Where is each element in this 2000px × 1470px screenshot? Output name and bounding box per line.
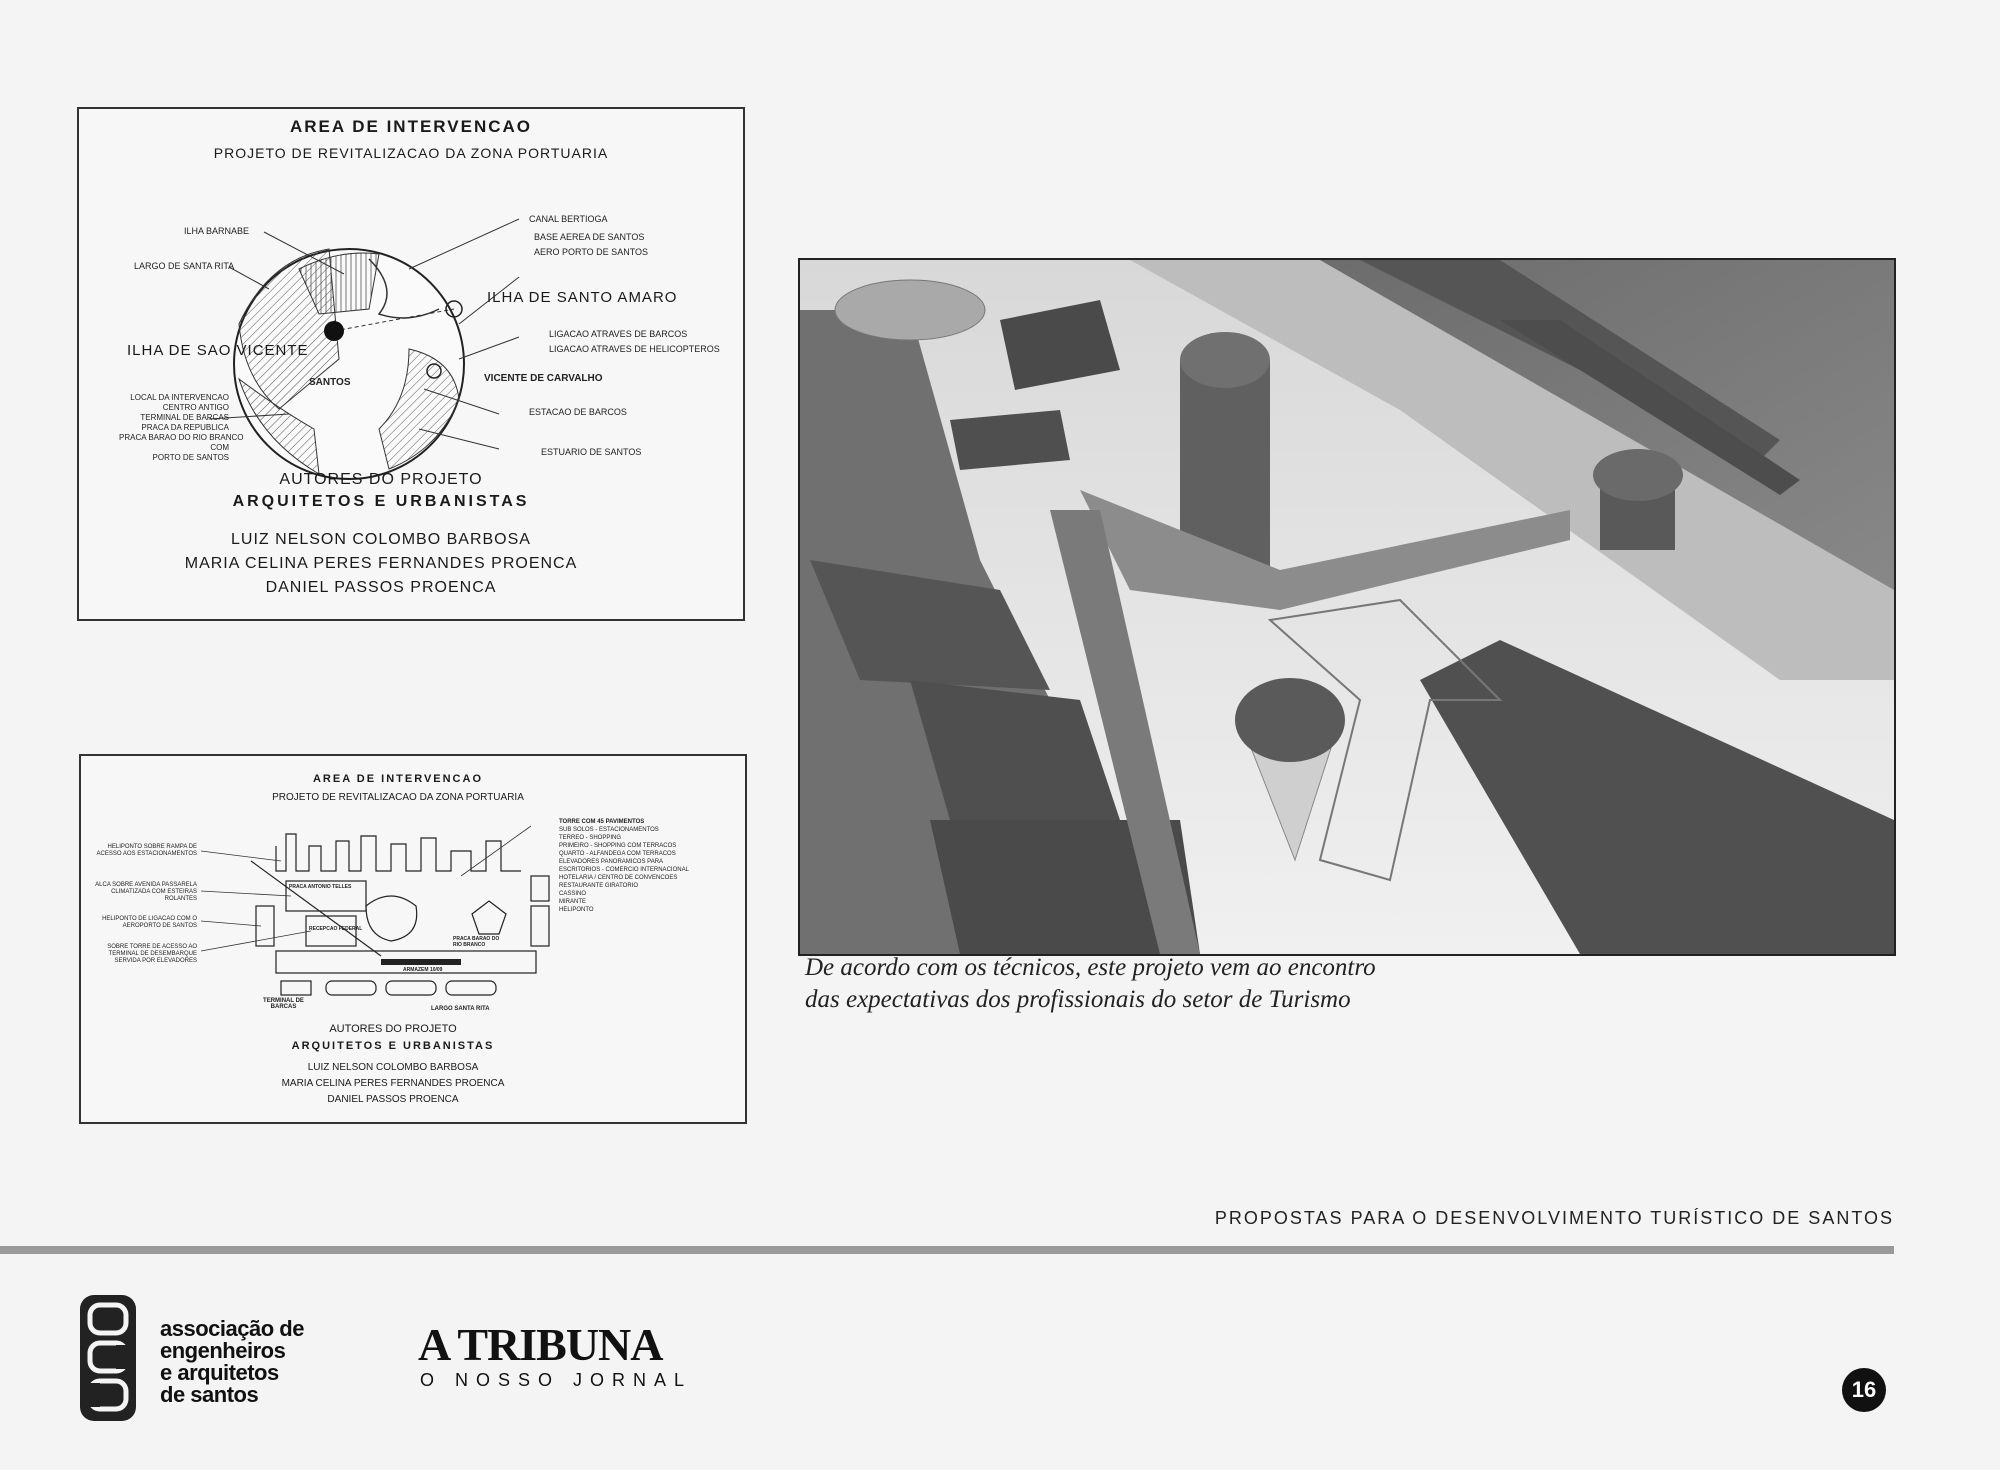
plan-subtitle: PROJETO DE REVITALIZACAO DA ZONA PORTUARIA	[213, 145, 609, 161]
authors-role: ARQUITETOS E URBANISTAS	[232, 493, 530, 510]
tower-note: PRIMEIRO - SHOPPING COM TERRACOS	[559, 843, 677, 849]
tower-note: TORRE COM 45 PAVIMENTOS	[559, 819, 645, 825]
label-terminal-barcas: TERMINAL DE BARCAS	[263, 998, 304, 1010]
label-base-aerea: BASE AEREA DE SANTOS	[534, 232, 645, 242]
label-santos: SANTOS	[309, 377, 351, 388]
label-praca-barao: PRACA BARAO DO RIO BRANCO	[453, 936, 500, 948]
note-alca-avenida: ALCA SOBRE AVENIDA PASSARELA CLIMATIZADA COM ESTEIRAS ROLANTES	[95, 882, 197, 902]
footer-section-title: PROPOSTAS PARA O DESENVOLVIMENTO TURÍSTICO DE SANTOS	[1214, 1208, 1894, 1228]
label-armazem: ARMAZEM 10/09	[403, 967, 443, 973]
aea-line: e arquitetos	[160, 1360, 279, 1385]
terminal-block	[281, 981, 311, 995]
tower-note: MIRANTE	[559, 899, 586, 905]
pentagon-plaza	[472, 901, 506, 934]
label-ilha-barnabe: ILHA BARNABE	[184, 226, 250, 236]
caption-line: De acordo com os técnicos, este projeto vem ao encontro	[805, 954, 1376, 981]
tower-note: TERREO - SHOPPING	[559, 835, 622, 841]
tower-note: ELEVADORES PANORAMICOS PARA	[559, 859, 664, 865]
aea-line: de santos	[160, 1382, 259, 1407]
tribuna-tagline: O NOSSO JORNAL	[420, 1370, 693, 1390]
armazem-bar	[381, 959, 461, 965]
tribuna-logo: A TRIBUNA	[418, 1319, 663, 1370]
tower-note: ESCRITORIOS - COMERCIO INTERNACIONAL	[559, 867, 689, 873]
project-render-image	[798, 258, 1896, 956]
author-name: DANIEL PASSOS PROENCA	[265, 579, 497, 596]
local-line: COM	[210, 443, 229, 452]
local-line: PRACA BARAO DO RIO BRANCO	[119, 433, 244, 442]
ferry-shape	[326, 981, 376, 995]
ferry-shape	[446, 981, 496, 995]
tower-note: RESTAURANTE GIRATORIO	[559, 883, 639, 889]
label-praca-antonio: PRACA ANTONIO TELLES	[289, 884, 352, 890]
author-name: LUIZ NELSON COLOMBO BARBOSA	[231, 531, 531, 548]
authors-role: ARQUITETOS E URBANISTAS	[291, 1040, 495, 1052]
image-caption	[805, 952, 1565, 1016]
tower-note: CASSINO	[559, 891, 587, 897]
plan-title: AREA DE INTERVENCAO	[289, 117, 533, 136]
page-number: 16	[1842, 1368, 1886, 1412]
label-ligacao-barcos: LIGACAO ATRAVES DE BARCOS	[549, 329, 688, 339]
aea-line: engenheiros	[160, 1338, 286, 1363]
floor-plan-panel	[79, 754, 747, 1124]
label-ligacao-helicopteros: LIGACAO ATRAVES DE HELICOPTEROS	[549, 344, 720, 354]
tower-top	[1180, 332, 1270, 388]
wall-block	[531, 876, 549, 901]
author-name: MARIA CELINA PERES FERNANDES PROENCA	[281, 1078, 505, 1089]
plan-subtitle: PROJETO DE REVITALIZACAO DA ZONA PORTUARIA	[272, 792, 524, 803]
aea-logo	[80, 1295, 136, 1421]
ramp-line	[251, 861, 381, 956]
aea-name	[160, 1318, 304, 1406]
authors-heading: AUTORES DO PROJETO	[329, 1023, 457, 1035]
note-heliponto-rampa: HELIPONTO SOBRE RAMPA DE ACESSO AOS ESTACIONAMENTOS	[96, 844, 197, 857]
label-estacao-barcos: ESTACAO DE BARCOS	[529, 407, 627, 417]
tower-note: HOTELARIA / CENTRO DE CONVENCOES	[559, 875, 678, 881]
author-name: DANIEL PASSOS PROENCA	[327, 1094, 459, 1105]
local-line: PORTO DE SANTOS	[152, 453, 229, 462]
label-aero-porto: AERO PORTO DE SANTOS	[534, 247, 649, 257]
label-vicente-carvalho: VICENTE DE CARVALHO	[484, 373, 603, 384]
aea-line: associação de	[160, 1316, 304, 1341]
ferry-shape	[386, 981, 436, 995]
tower-note: SUB SOLOS - ESTACIONAMENTOS	[559, 827, 659, 833]
author-name: MARIA CELINA PERES FERNANDES PROENCA	[184, 555, 578, 572]
label-local-intervencao	[119, 393, 244, 463]
round-building-top	[1593, 449, 1683, 501]
building-top	[950, 410, 1070, 470]
note-heliponto-aeroporto: HELIPONTO DE LIGACAO COM O AEROPORTO DE SANTOS	[102, 916, 197, 929]
aea-logo-mark	[80, 1295, 136, 1421]
label-largo-santa-rita: LARGO SANTA RITA	[431, 1006, 490, 1012]
wall-block	[531, 906, 549, 946]
footer-divider	[0, 1246, 1894, 1254]
label-ilha-santo-amaro: ILHA DE SANTO AMARO	[487, 289, 678, 306]
santos-point	[324, 321, 344, 341]
top-plaza	[835, 280, 985, 340]
local-line: PRACA DA REPUBLICA	[141, 423, 229, 432]
plan-title: AREA DE INTERVENCAO	[312, 773, 484, 785]
authors-heading: AUTORES DO PROJETO	[279, 471, 483, 488]
author-name: LUIZ NELSON COLOMBO BARBOSA	[307, 1062, 479, 1073]
tower-note: QUARTO - ALFANDEGA COM TERRACOS	[559, 851, 676, 857]
label-estuario: ESTUARIO DE SANTOS	[541, 447, 642, 457]
note-torre-acesso: SOBRE TORRE DE ACESSO AO TERMINAL DE DESEMBARQUE SERVIDA POR ELEVADORES	[107, 944, 197, 964]
tower-ring	[366, 896, 417, 941]
local-line: TERMINAL DE BARCAS	[140, 413, 229, 422]
local-line: CENTRO ANTIGO	[162, 403, 229, 412]
tower-note: HELIPONTO	[559, 907, 594, 913]
cone-top	[1235, 678, 1345, 762]
site-plan-panel	[77, 107, 745, 621]
label-canal: CANAL BERTIOGA	[529, 214, 608, 224]
label-largo-santa-rita: LARGO DE SANTA RITA	[134, 261, 235, 271]
building-skyline	[276, 834, 521, 871]
caption-line: das expectativas dos profissionais do setor de Turismo	[805, 986, 1351, 1013]
render-illustration	[800, 260, 1894, 954]
label-recepcao: RECEPCAO FEDERAL	[309, 926, 363, 932]
local-line: LOCAL DA INTERVENCAO	[130, 393, 229, 402]
tower-notes	[559, 818, 689, 914]
label-ilha-sao-vicente: ILHA DE SAO VICENTE	[127, 342, 309, 359]
